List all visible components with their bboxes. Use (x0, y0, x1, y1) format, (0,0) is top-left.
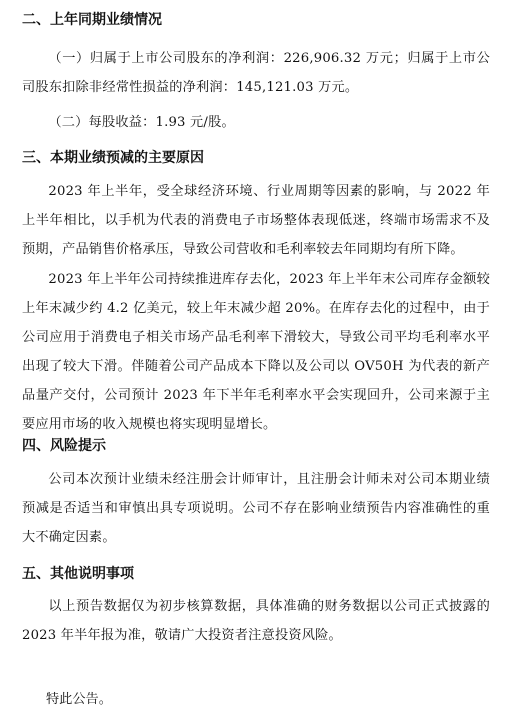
paragraph-eps: （二）每股收益：1.93 元/股。 (48, 115, 235, 130)
section-heading-other-matters: 五、其他说明事项 (22, 566, 134, 582)
paragraph-preliminary-data: 以上预告数据仅为初步核算数据，具体准确的财务数据以公司正式披露的 2023 年半年报为准，敬请广大投资者注意投资风险。 (22, 599, 490, 643)
paragraph-inventory-reduction: 2023 年上半年公司持续推进库存去化，2023 年上半年末公司库存金额较上年末减少约 4.2 亿美元，较上年末减少超 20%。在库存去化的过程中，由于公司应用于消费电子相关市场产品毛利率下滑较大，导致公司平均毛利率水平出现了较大下滑。伴随着公司产品成本下降以及公司以 OV50H 为代表的新产品量产交付，公司预计 2023 年下半年毛利率水平会实现回升，公司来源于主要应用市场的收入规模也将实现明显增长。 (22, 272, 490, 432)
closing-statement: 特此公告。 (46, 692, 112, 707)
paragraph-net-profit: （一）归属于上市公司股东的净利润：226,906.32 万元；归属于上市公司股东扣除非经常性损益的净利润：145,121.03 万元。 (22, 51, 490, 95)
section-heading-decline-reasons: 三、本期业绩预减的主要原因 (22, 150, 204, 166)
section-heading-prior-year-results: 二、上年同期业绩情况 (22, 12, 162, 28)
section-heading-risk-notice: 四、风险提示 (22, 438, 106, 454)
paragraph-audit-notice: 公司本次预计业绩未经注册会计师审计，且注册会计师未对公司本期业绩预减是否适当和审慎出具专项说明。公司不存在影响业绩预告内容准确性的重大不确定因素。 (22, 472, 490, 545)
paragraph-market-conditions: 2023 年上半年，受全球经济环境、行业周期等因素的影响，与 2022 年上半年相比，以手机为代表的消费电子市场整体表现低迷，终端市场需求不及预期，产品销售价格承压，导致公司营收和毛利率较去年同期均有所下降。 (22, 184, 490, 257)
